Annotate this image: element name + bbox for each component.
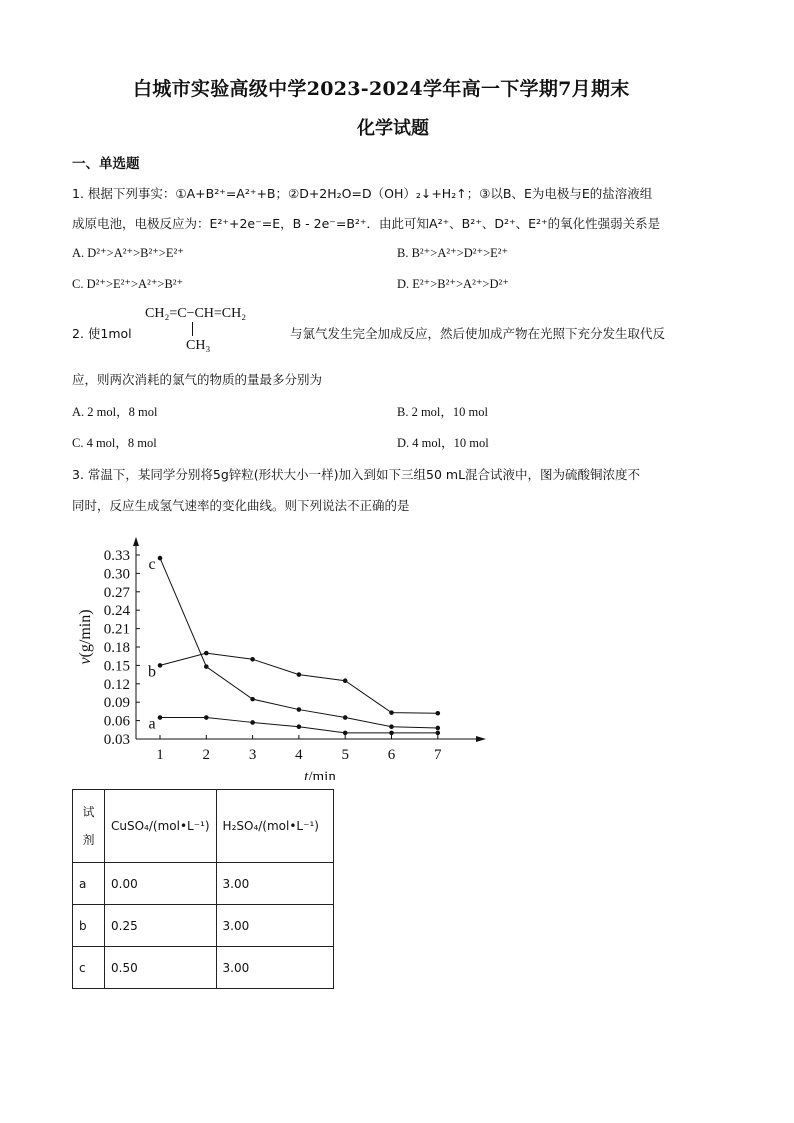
q1-option-b[interactable]: B. B²⁺>A²⁺>D²⁺>E²⁺ — [397, 246, 509, 260]
cell-reagent: b — [73, 905, 105, 947]
page-title: 白城市实验高级中学2023-2024学年高一下学期7月期末 — [133, 78, 630, 100]
y-tick-label: 0.15 — [103, 658, 130, 675]
x-tick-label: 6 — [387, 747, 396, 763]
data-point-c — [343, 715, 348, 720]
rate-chart — [70, 535, 490, 780]
data-point-a — [436, 731, 441, 736]
data-point-b — [436, 711, 441, 716]
data-point-c — [204, 664, 209, 669]
data-point-a — [297, 724, 302, 729]
x-tick-label: 7 — [434, 747, 442, 763]
y-axis-label: v(g/min) — [77, 609, 94, 665]
y-tick-label: 0.09 — [103, 695, 130, 712]
series-label-b: b — [148, 663, 156, 681]
y-tick-label: 0.24 — [103, 603, 130, 620]
x-tick-label: 4 — [295, 747, 303, 763]
data-point-b — [204, 651, 209, 656]
q3-stem-line2: 同时，反应生成氢气速率的变化曲线。则下列说法不正确的是 — [72, 498, 410, 513]
table-row — [73, 905, 334, 947]
q1-stem-line1: 1. 根据下列事实：①A+B²⁺=A²⁺+B；②D+2H₂O=D（OH）₂↓+H₂↑；③以B、E为电极与E的盐溶液组 — [72, 186, 653, 201]
y-tick-label: 0.30 — [103, 566, 130, 583]
data-point-c — [158, 556, 163, 561]
q2-formula-bond — [192, 322, 193, 336]
q3-stem-line1: 3. 常温下，某同学分别将5g锌粒(形状大小一样)加入到如下三组50 mL混合试液中，图为硫酸铜浓度不 — [72, 467, 641, 482]
data-point-a — [389, 731, 394, 736]
cell-h2so4: 3.00 — [216, 863, 333, 905]
q2-structural-formula: CH₂=C−CH=CH₂ — [145, 306, 247, 321]
cell-cuso4: 0.50 — [105, 947, 217, 989]
data-point-c — [389, 724, 394, 729]
x-tick-label: 3 — [248, 747, 257, 763]
section-heading: 一、单选题 — [72, 156, 140, 172]
q1-option-a[interactable]: A. D²⁺>A²⁺>B²⁺>E²⁺ — [72, 246, 184, 260]
table-header-row — [73, 790, 334, 863]
cell-h2so4: 3.00 — [216, 947, 333, 989]
page-subtitle: 化学试题 — [357, 118, 429, 139]
series-label-c: c — [148, 556, 156, 574]
reagent-table — [72, 789, 334, 989]
x-tick-label: 5 — [341, 747, 349, 763]
x-axis-arrow — [476, 736, 486, 742]
data-point-a — [250, 720, 255, 725]
y-tick-label: 0.18 — [103, 640, 130, 656]
table-row — [73, 947, 334, 989]
y-tick-label: 0.33 — [103, 548, 130, 564]
series-line-b — [160, 653, 438, 713]
data-point-b — [389, 710, 394, 715]
q1-stem-line2: 成原电池，电极反应为：E²⁺+2e⁻=E，B - 2e⁻=B²⁺．由此可知A²⁺、B²⁺、D²⁺、E²⁺的氧化性强弱关系是 — [72, 216, 661, 231]
y-tick-label: 0.27 — [103, 584, 130, 601]
cell-cuso4: 0.00 — [105, 863, 217, 905]
cell-reagent: a — [73, 863, 105, 905]
data-point-b — [343, 678, 348, 683]
data-point-b — [158, 663, 163, 668]
q2-option-a[interactable]: A. 2 mol，8 mol — [72, 405, 158, 419]
q2-stem-suffix: 与氯气发生完全加成反应，然后使加成产物在光照下充分发生取代反 — [290, 326, 666, 341]
cell-reagent: c — [73, 947, 105, 989]
x-axis-label: t/min — [304, 769, 336, 780]
y-tick-label: 0.12 — [103, 676, 130, 693]
y-axis-arrow — [133, 537, 139, 546]
cell-cuso4: 0.25 — [105, 905, 217, 947]
data-point-a — [204, 715, 209, 720]
x-tick-label: 2 — [202, 747, 211, 763]
data-point-c — [297, 707, 302, 712]
data-point-a — [158, 715, 163, 720]
cell-h2so4: 3.00 — [216, 905, 333, 947]
q1-option-c[interactable]: C. D²⁺>E²⁺>A²⁺>B²⁺ — [72, 277, 184, 291]
q2-stem-prefix: 2. 使1mol — [72, 326, 132, 341]
q2-stem-line2: 应，则两次消耗的氯气的物质的量最多分别为 — [72, 372, 323, 387]
y-tick-label: 0.03 — [103, 732, 130, 748]
x-tick-label: 1 — [156, 747, 164, 763]
header-reagent: 试剂 — [73, 790, 105, 863]
data-point-c — [250, 697, 255, 702]
data-point-c — [436, 726, 441, 731]
q2-formula-methyl: CH₃ — [186, 338, 211, 353]
q2-option-b[interactable]: B. 2 mol，10 mol — [397, 405, 488, 419]
y-tick-label: 0.21 — [103, 621, 130, 638]
q1-option-d[interactable]: D. E²⁺>B²⁺>A²⁺>D²⁺ — [397, 277, 509, 291]
data-point-b — [250, 657, 255, 662]
table-row — [73, 863, 334, 905]
q2-option-c[interactable]: C. 4 mol，8 mol — [72, 436, 157, 450]
y-tick-label: 0.06 — [103, 713, 130, 730]
q2-option-d[interactable]: D. 4 mol，10 mol — [397, 436, 489, 450]
series-line-c — [160, 558, 438, 728]
data-point-b — [297, 672, 302, 677]
header-cuso4: CuSO₄/(mol•L⁻¹) — [105, 790, 217, 863]
header-h2so4: H₂SO₄/(mol•L⁻¹) — [216, 790, 333, 863]
series-label-a: a — [148, 715, 156, 733]
data-point-a — [343, 731, 348, 736]
